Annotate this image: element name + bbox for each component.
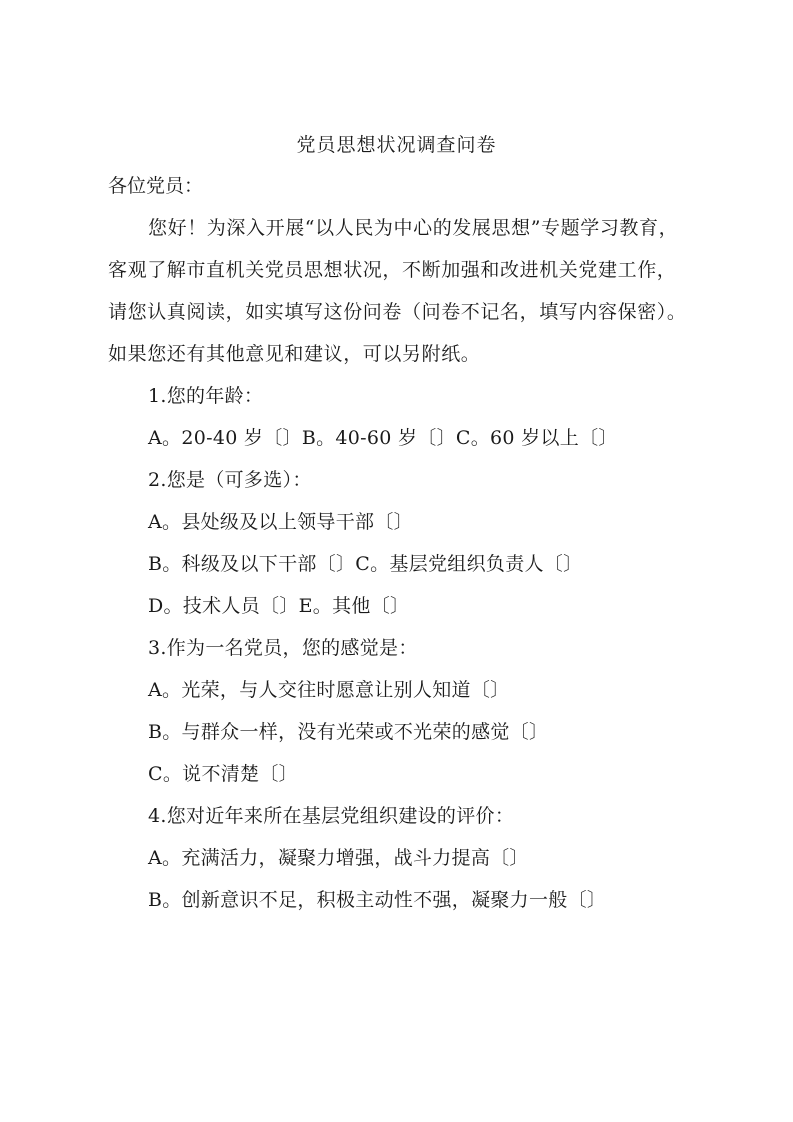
question-3: 3.作为一名党员，您的感觉是： — [148, 637, 418, 659]
intro-line-1: 您好！为深入开展“以人民为中心的发展思想”专题学习教育， — [148, 217, 679, 239]
question-2-option-b-c: B。科级及以下干部〔〕C。基层党组织负责人〔〕 — [148, 553, 583, 575]
question-4: 4.您对近年来所在基层党组织建设的评价： — [148, 805, 515, 827]
question-2: 2.您是（可多选）： — [148, 469, 312, 491]
question-1: 1.您的年龄： — [148, 385, 264, 407]
question-3-option-a: A。光荣，与人交往时愿意让别人知道〔〕 — [148, 679, 510, 701]
intro-line-4: 如果您还有其他意见和建议，可以另附纸。 — [108, 343, 481, 365]
salutation: 各位党员： — [108, 175, 204, 197]
document-title: 党员思想状况调查问卷 — [296, 134, 497, 156]
question-2-option-d-e: D。技术人员〔〕E。其他〔〕 — [148, 595, 410, 617]
question-4-option-b: B。创新意识不足，积极主动性不强，凝聚力一般〔〕 — [148, 889, 607, 911]
question-2-option-a: A。县处级及以上领导干部〔〕 — [148, 511, 413, 533]
intro-line-2: 客观了解市直机关党员思想状况，不断加强和改进机关党建工作， — [108, 259, 677, 281]
question-4-option-a: A。充满活力，凝聚力增强，战斗力提高〔〕 — [148, 847, 529, 869]
intro-line-3: 请您认真阅读，如实填写这份问卷（问卷不记名，填写内容保密）。 — [108, 301, 687, 323]
question-3-option-b: B。与群众一样，没有光荣或不光荣的感觉〔〕 — [148, 721, 549, 743]
question-3-option-c: C。说不清楚〔〕 — [148, 763, 298, 785]
question-1-options: A。20-40 岁〔〕B。40-60 岁〔〕C。60 岁以上〔〕 — [148, 427, 618, 449]
